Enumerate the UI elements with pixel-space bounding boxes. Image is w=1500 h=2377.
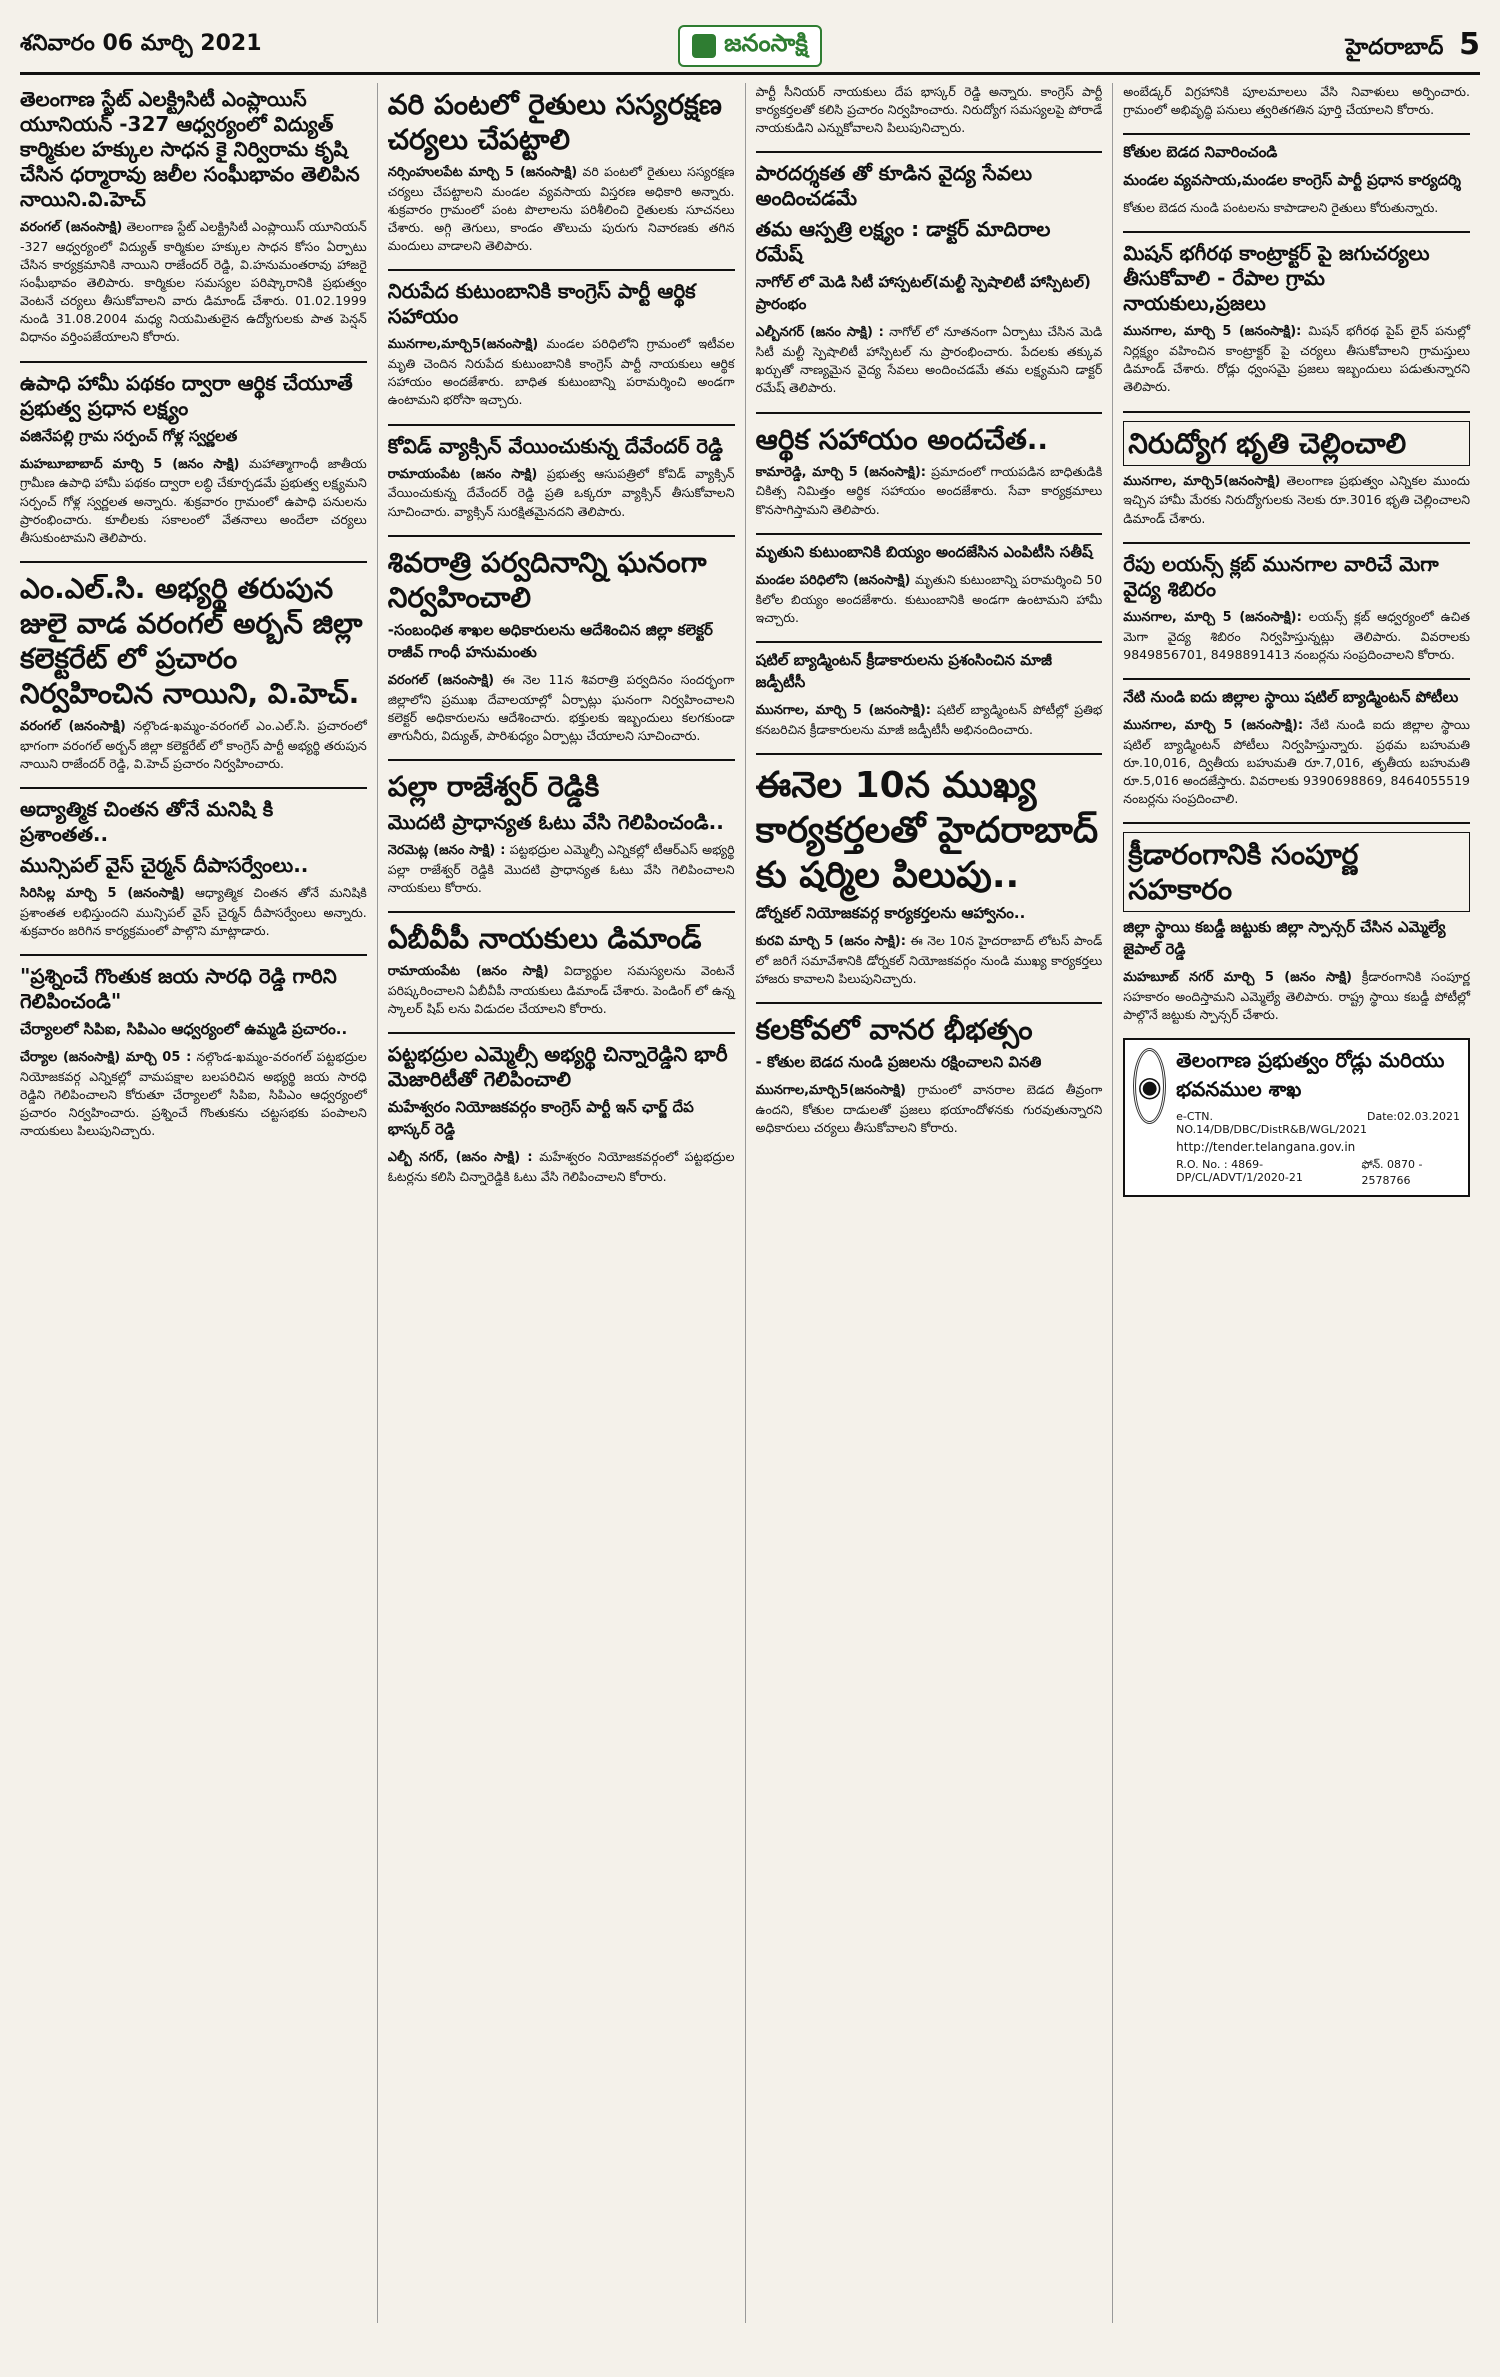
story-subhead: డోర్నకల్ నియోజకవర్గ కార్యకర్తలను ఆహ్వానం.. — [755, 903, 1026, 922]
story — [1123, 552, 1470, 664]
story — [756, 422, 1103, 519]
ad-ectn: e-CTN. NO.14/DB/DBC/DistR&B/WGL/2021 — [1176, 1110, 1368, 1137]
story — [388, 921, 735, 1018]
story-headline: అద్యాత్మిక చింతన తోనే మనిషి కి ప్రశాంతత.. — [20, 797, 274, 847]
government-advertisement — [1123, 1038, 1470, 1197]
issue-date: శనివారం 06 మార్చి 2021 — [20, 31, 262, 56]
story-body: నల్గొండ-ఖమ్మం-వరంగల్ పట్టభద్రుల నియోజకవర్గ ఎన్నికల్లో వామపక్షాల బలపరిచిన అభ్యర్థి జయ సారధి రెడ్డిని గెలిపించాలని కోరుతూ చేర్యాలలో సిపిఐ, సిపిఎం ఆధ్వర్యంలో ప్రచారం నిర్వహించారు. ప్రశ్నించే గొంతుకను చట్టసభకు పంపాలని నాయకులు పిలుపునిచ్చారు. — [20, 1049, 367, 1139]
story-subhead: జిల్లా స్థాయి కబడ్డీ జట్టుకు జిల్లా స్పాన్సర్ చేసిన ఎమ్మెల్యే జైపాల్ రెడ్డి — [1123, 918, 1446, 959]
page-city — [1120, 27, 1480, 65]
story-subhead: తమ ఆస్పత్రి లక్ష్యం : డాక్టర్ మాదిరాల రమేష్ — [755, 217, 1051, 267]
column-3 — [756, 83, 1114, 2323]
page-header — [20, 20, 1480, 75]
story-headline: ఎం.ఎల్.సి. అభ్యర్థి తరుపున జులై వాడ వరంగల్ అర్బన్ జిల్లా కలెక్టరేట్ లో ప్రచారం నిర్వహించిన నాయిని, వి.హెచ్. — [20, 571, 363, 710]
dateline: మహబూబాబాద్ మార్చి 5 (జనం సాక్షి) — [20, 456, 240, 472]
story-subhead: మున్సిపల్ వైస్ చైర్మన్ దీపాసర్వేంలు.. — [20, 853, 309, 878]
story — [388, 545, 735, 745]
story-headline: పారదర్శకత తో కూడిన వైద్య సేవలు అందించడమే — [755, 161, 1033, 211]
story-body: పట్టభద్రుల ఎమ్మెల్సీ ఎన్నికల్లో టీఆర్ఎస్ అభ్యర్థి పల్లా రాజేశ్వర్ రెడ్డికి మొదటి ప్రాధాన్యత ఓటు వేసి గెలిపించాలని నాయకులు కోరారు. — [387, 841, 735, 895]
dateline: సిరిసిల్ల మార్చి 5 (జనంసాక్షి) — [20, 886, 185, 902]
story-body: మండల పరిధిలోని గ్రామంలో ఇటీవల మృతి చెందిన నిరుపేద కుటుంబానికి కాంగ్రెస్ పార్టీ నాయకులు ఆర్థిక సహాయం అందజేశారు. బాధిత కుటుంబాన్ని పరామర్శించి అండగా ఉంటామని భరోసా ఇచ్చారు. — [387, 336, 735, 408]
dateline: కురవి మార్చి 5 (జనం సాక్షి): — [755, 933, 906, 949]
story-body: తెలంగాణ ప్రభుత్వం ఎన్నికల ముందు ఇచ్చిన హామీ మేరకు నిరుద్యోగులకు నెలకు రూ.3016 భృతి చెల్లించాలని డిమాండ్ చేశారు. — [1123, 472, 1470, 526]
dateline: ఎల్బీ నగర్, (జనం సాక్షి) : — [387, 1150, 533, 1166]
story-subhead: -సంబంధిత శాఖల అధికారులను ఆదేశించిన జిల్లా కలెక్టర్ రాజీవ్ గాంధీ హనుమంతు — [387, 620, 713, 661]
dateline: నెరమెట్ల (జనం సాక్షి) : — [387, 842, 506, 858]
story — [388, 87, 735, 255]
dateline: వరంగల్ (జనంసాక్షి) — [20, 718, 126, 734]
dateline: మండల పరిధిలోని (జనంసాక్షి) — [755, 572, 911, 588]
ad-title: తెలంగాణ ప్రభుత్వం రోడ్లు మరియు భవనముల శాఖ — [1176, 1048, 1445, 1102]
story-subhead: చేర్యాలలో సిపిఐ, సిపిఎం ఆధ్వర్యంలో ఉమ్మడి ప్రచారం.. — [20, 1020, 348, 1039]
story-headline: రేపు లయన్స్ క్లబ్ మునగాల వారిచే మెగా వైద్య శిబిరం — [1123, 551, 1439, 601]
dateline: మునగాల, మార్చి 5 (జనంసాక్షి): — [1123, 324, 1302, 340]
column-1 — [20, 83, 378, 2323]
story-subhead: మండల వ్యవసాయ,మండల కాంగ్రెస్ పార్టీ ప్రధాన కార్యదర్శి — [1123, 171, 1461, 190]
dateline: మహబూబ్ నగర్ మార్చి 5 (జనం సాక్షి) — [1123, 970, 1352, 986]
story-headline: వరి పంటలో రైతులు సస్యరక్షణ చర్యలు చేపట్టాలి — [387, 88, 722, 156]
story-headline: పట్టభద్రుల ఎమ్మెల్సీ అభ్యర్థి చిన్నారెడ్డిని భారీ మెజారిటీతో గెలిపించాలి — [387, 1042, 728, 1092]
story-body: క్రీడారంగానికి సంపూర్ణ సహకారం అందిస్తామని ఎమ్మెల్యే తెలిపారు. రాష్ట్ర స్థాయి కబడ్డీ పోటీల్లో పాల్గొనే జట్టుకు స్పాన్సర్ చేశారు. — [1123, 969, 1471, 1023]
column-4 — [1123, 83, 1480, 2323]
story-headline: పల్లా రాజేశ్వర్ రెడ్డికి — [387, 769, 600, 803]
story — [1123, 241, 1470, 396]
story — [756, 83, 1103, 137]
story — [20, 797, 367, 940]
story-body: తెలంగాణ స్టేట్ ఎలక్ట్రిసిటీ ఎంప్లాయిస్ యూనియన్ -327 ఆధ్వర్యంలో విద్యుత్ కార్మికుల హక్కుల సాధన కోసం ఏర్పాటు చేసిన కార్యక్రమానికి నాయిని రాజేందర్ రెడ్డి, వి.హనుమంతరావు హాజరై సంఘీభావం తెలిపారు. కార్మికుల సమస్యల పరిష్కారానికి ప్రభుత్వం వెంటనే చర్యలు తీసుకోవాలని వారు డిమాండ్ చేశారు. 01.02.1999 నుండి 31.08.2004 మధ్య నియమితులైన ఉద్యోగులకు పాత పెన్షన్ విధానం వర్తింపజేయాలని కోరారు. — [20, 219, 367, 345]
story-headline: "ప్రశ్నించే గొంతుక జయ సారధి రెడ్డి గారిని గెలిపించండి" — [20, 964, 337, 1014]
ad-phone: ఫోన్. 0870 - 2578766 — [1361, 1158, 1423, 1188]
story — [756, 543, 1103, 627]
ad-url[interactable]: http://tender.telangana.gov.in — [1176, 1140, 1356, 1155]
story-subhead: - కోతుల బెడద నుండి ప్రజలను రక్షించాలని వినతి — [755, 1052, 1042, 1071]
story-body: అంబేడ్కర్ విగ్రహానికి పూలమాలలు వేసి నివాళులు అర్పించారు. గ్రామంలో అభివృద్ధి పనులు త్వరితగతిన పూర్తి చేయాలని కోరారు. — [1123, 84, 1470, 118]
story-body: ప్రమాదంలో గాయపడిన బాధితుడికి చికిత్స నిమిత్తం ఆర్థిక సహాయం అందజేశారు. సేవా కార్యక్రమాలు కొనసాగిస్తామని తెలిపారు. — [755, 463, 1103, 517]
newspaper-page — [20, 20, 1480, 2337]
dateline: మునగాల, మార్చి 5 (జనంసాక్షి): — [1123, 717, 1304, 733]
story — [756, 763, 1103, 988]
story — [1123, 688, 1470, 808]
dateline: నర్సింహులపేట మార్చి 5 (జనంసాక్షి) — [387, 165, 578, 180]
story-headline: తెలంగాణ స్టేట్ ఎలక్ట్రిసిటీ ఎంప్లాయిస్ యూనియన్ -327 ఆధ్వర్యంలో విద్యుత్ కార్మికుల హక్కుల సాధన కై నిర్విరామ కృషి చేసిన ధర్మారావు జలీల సంఘీభావం తెలిపిన నాయిని.వి.హెచ్ — [20, 87, 360, 211]
story-body: కోతుల బెడద నుండి పంటలను కాపాడాలని రైతులు కోరుతున్నారు. — [1123, 200, 1439, 216]
story-subhead: వజినేపల్లి గ్రామ సర్పంచ్ గోళ్ల స్వర్ణలత — [20, 426, 238, 445]
story-headline: ఈనెల 10న ముఖ్య కార్యకర్తలతో హైదరాబాద్ కు షర్మిల పిలుపు.. — [755, 764, 1099, 896]
story-headline: షటిల్ బ్యాడ్మింటన్ క్రీడాకారులను ప్రశంసించిన మాజీ జడ్పీటీసీ — [755, 650, 1052, 691]
story-headline: కోతుల బెడద నివారించండి — [1123, 143, 1278, 162]
story-subhead: మహేశ్వరం నియోజకవర్గం కాంగ్రెస్ పార్టీ ఇన్ ఛార్జ్ దేప భాస్కర్ రెడ్డి — [387, 1098, 694, 1139]
story-body: లయన్స్ క్లబ్ ఆధ్వర్యంలో ఉచిత మెగా వైద్య శిబిరం నిర్వహిస్తున్నట్లు తెలిపారు. వివరాలకు 9849856701, 8498891413 నంబర్లను సంప్రదించాలని కోరారు. — [1123, 608, 1470, 662]
dateline: మునగాల, మార్చి 5 (జనంసాక్షి): — [1123, 609, 1302, 625]
dateline: మునగాల,మార్చి5(జనంసాక్షి) — [755, 1082, 906, 1098]
ad-meta — [1176, 1110, 1460, 1136]
ad-ro-number: R.O. No. : 4869-DP/CL/ADVT/1/2020-21 — [1176, 1158, 1303, 1185]
story-headline: నేటి నుండి ఐదు జిల్లాల స్థాయి షటిల్ బ్యాడ్మింటన్ పోటీలు — [1123, 687, 1459, 706]
dateline: ఎల్బీనగర్ (జనం సాక్షి) : — [755, 325, 884, 341]
story — [20, 371, 367, 547]
story — [20, 87, 367, 347]
story-headline: నిరుపేద కుటుంబానికి కాంగ్రెస్ పార్టీ ఆర్థిక సహాయం — [387, 279, 696, 329]
dateline: మునగాల, మార్చి 5 (జనంసాక్షి): — [755, 702, 931, 718]
story-subhead: మొదటి ప్రాధాన్యత ఓటు వేసి గెలిపించండి.. — [387, 809, 724, 834]
story-body: మహాత్మాగాంధీ జాతీయ గ్రామీణ ఉపాధి హామీ పథకం ద్వారా లబ్ధి చేకూర్చడమే ప్రభుత్వ లక్ష్యమని సర్పంచ్ గోళ్ల స్వర్ణలత అన్నారు. శుక్రవారం గ్రామంలో ఉపాధి పనులను ప్రారంభించారు. కూలీలకు సకాలంలో వేతనాలు అందేలా చర్యలు తీసుకుంటామని తెలిపారు. — [20, 455, 367, 545]
dateline: మునగాల,మార్చి5(జనంసాక్షి) — [387, 337, 539, 353]
dateline: చేర్యాల (జనంసాక్షి) మార్చి 05 : — [20, 1050, 192, 1066]
story — [1123, 832, 1470, 1024]
column-2 — [388, 83, 746, 2323]
story — [388, 769, 735, 897]
story-headline: కోవిడ్ వ్యాక్సిన్ వేయించుకున్న దేవేందర్ రెడ్డి — [387, 433, 723, 458]
story — [1123, 143, 1470, 217]
story-body: విద్యార్థుల సమస్యలను వెంటనే పరిష్కరించాలని ఏబీవీపీ నాయకులు డిమాండ్ చేశారు. పెండింగ్ లో ఉన్న స్కాలర్ షిప్ లను విడుదల చేయాలని కోరారు. — [387, 962, 735, 1016]
story-body: ప్రభుత్వ ఆసుపత్రిలో కోవిడ్ వ్యాక్సిన్ వేయించుకున్న దేవేందర్ రెడ్డి ప్రతి ఒక్కరూ వ్యాక్సిన్ తీసుకోవాలని సూచించారు. వ్యాక్సిన్ సురక్షితమైనదని తెలిపారు. — [387, 465, 735, 519]
story — [756, 651, 1103, 739]
story-body: ఈ నెల 11న శివరాత్రి పర్వదినం సందర్భంగా జిల్లాలోని ప్రముఖ దేవాలయాల్లో ఏర్పాట్లు ఘనంగా నిర్వహించాలని కలెక్టర్ అధికారులను ఆదేశించారు. భక్తులకు ఇబ్బందులు కలగకుండా తాగునీరు, విద్యుత్, పారిశుధ్యం ఏర్పాట్లు చేయాలని సూచించారు. — [387, 671, 735, 743]
story-body: నేటి నుండి ఐదు జిల్లాల స్థాయి షటిల్ బ్యాడ్మింటన్ పోటీలు నిర్వహిస్తున్నారు. ప్రథమ బహుమతి రూ.10,016, ద్వితీయ బహుమతి రూ.7,016, తృతీయ బహుమతి రూ.5,016 అందజేస్తారు. వివరాలకు 9390698869, 8464055519 నంబర్లను సంప్రదించాలి. — [1123, 716, 1470, 806]
city-name: హైదరాబాద్ — [1345, 35, 1444, 60]
story-body: మహేశ్వరం నియోజకవర్గంలో పట్టభద్రుల ఓటర్లను కలిసి చిన్నారెడ్డికి ఓటు వేసి గెలిపించాలని కోరారు. — [387, 1149, 735, 1184]
story-body: వరి పంటలో రైతులు సస్యరక్షణ చర్యలు చేపట్టాలని మండల వ్యవసాయ విస్తరణ అధికారి అన్నారు. శుక్రవారం గ్రామంలో పంట పొలాలను పరిశీలించి రైతులకు సూచనలు చేశారు. అగ్గి తెగులు, కాండం తొలుచు పురుగు నివారణకు తగిన మందులు వాడాలని తెలిపారు. — [387, 164, 735, 254]
logo-text: జనంసాక్షి — [724, 29, 808, 57]
story-headline: శివరాత్రి పర్వదినాన్ని ఘనంగా నిర్వహించాలి — [387, 545, 707, 614]
dateline: మునగాల, మార్చి5(జనంసాక్షి) — [1123, 473, 1281, 489]
story-body: నాగోల్ లో నూతనంగా ఏర్పాటు చేసిన మెడి సిటీ మల్టీ స్పెషాలిటీ హాస్పిటల్ ను ప్రారంభించారు. పేదలకు తక్కువ ఖర్చుతో నాణ్యమైన వైద్య సేవలు అందించడమే తమ లక్ష్యమని డాక్టర్ రమేష్ తెలిపారు. — [755, 324, 1103, 396]
dateline: వరంగల్ (జనంసాక్షి) — [20, 220, 123, 235]
story-body: షటిల్ బ్యాడ్మింటన్ పోటీల్లో ప్రతిభ కనబరిచిన క్రీడాకారులను మాజీ జడ్పీటీసీ అభినందించారు. — [755, 701, 1103, 737]
story-body: మృతుని కుటుంబాన్ని పరామర్శించి 50 కిలోల బియ్యం అందజేశారు. కుటుంబానికి అండగా ఉంటామని హామీ ఇచ్చారు. — [755, 571, 1103, 625]
dateline: రామాయంపేట (జనం సాక్షి) — [387, 963, 549, 979]
story — [388, 434, 735, 521]
story-body: మిషన్ భగీరథ పైప్ లైన్ పనుల్లో నిర్లక్ష్యం వహించిన కాంట్రాక్టర్ పై చర్యలు తీసుకోవాలని గ్రామస్తులు డిమాండ్ చేశారు. రోడ్లు ధ్వంసమై ప్రజలు ఇబ్బందులు పడుతున్నారని తెలిపారు. — [1123, 323, 1470, 395]
story-headline: కలకోవలో వానర భీభత్సం — [755, 1012, 1033, 1046]
story-body: ఈ నెల 10న హైదరాబాద్ లోటస్ పాండ్ లో జరిగే సమావేశానికి డోర్నకల్ నియోజకవర్గం నుండి ముఖ్య కార్యకర్తలు హాజరు కావాలని పిలుపునిచ్చారు. — [755, 932, 1103, 986]
story-body: నల్గొండ-ఖమ్మం-వరంగల్ ఎం.ఎల్.సి. ప్రచారంలో భాగంగా వరంగల్ అర్బన్ జిల్లా కలెక్టరేట్ లో కాంగ్రెస్ పార్టీ అభ్యర్థి తరుపున నాయిని రాజేందర్ రెడ్డి, వి.హెచ్ ప్రచారం నిర్వహించారు. — [20, 717, 367, 771]
story — [20, 964, 367, 1140]
story — [388, 1042, 735, 1186]
story-body: ఆధ్యాత్మిక చింతన తోనే మనిషికి ప్రశాంతత లభిస్తుందని మున్సిపల్ వైస్ చైర్మన్ దీపాసర్వేంలు అన్నారు. శుక్రవారం జరిగిన కార్యక్రమంలో పాల్గొని మాట్లాడారు. — [20, 885, 367, 938]
story — [1123, 83, 1470, 119]
story-headline: ఏబీవీపీ నాయకులు డిమాండ్ — [387, 921, 702, 955]
dateline: రామాయంపేట (జనం సాక్షి) — [387, 466, 538, 482]
story-headline: ఉపాధి హామీ పథకం ద్వారా ఆర్థిక చేయూతే ప్రభుత్వ ప్రధాన లక్ష్యం — [20, 370, 353, 420]
story-headline: మృతుని కుటుంబానికి బియ్యం అందజేసిన ఎంపిటీసి సతీష్ — [755, 542, 1093, 561]
story — [20, 571, 367, 773]
story — [756, 161, 1103, 397]
telangana-emblem-icon: ◉ — [1133, 1048, 1166, 1124]
page-number: 5 — [1459, 27, 1480, 62]
logo-icon — [692, 34, 716, 58]
dateline: వరంగల్ (జనంసాక్షి) — [387, 672, 495, 688]
masthead-logo — [678, 25, 822, 67]
story — [756, 1012, 1103, 1137]
story-headline: ఆర్థిక సహాయం అందచేత.. — [755, 422, 1049, 456]
story-headline: నిరుద్యోగ భృతి చెల్లించాలి — [1123, 421, 1470, 466]
ad-date: Date:02.03.2021 — [1367, 1110, 1460, 1124]
story — [388, 279, 735, 409]
ad-footer — [1176, 1158, 1460, 1187]
story-body: పార్టీ సీనియర్ నాయకులు దేప భాస్కర్ రెడ్డి అన్నారు. కాంగ్రెస్ పార్టీ కార్యకర్తలతో కలిసి ప్రచారం నిర్వహించారు. నిరుద్యోగ సమస్యలపై పోరాడే నాయకుడిని ఎన్నుకోవాలని పిలుపునిచ్చారు. — [755, 84, 1103, 136]
dateline: కామారెడ్డి, మార్చి 5 (జనంసాక్షి): — [755, 464, 926, 480]
story-subhead-2: నాగోల్ లో మెడి సిటీ హాస్పటల్(మల్టీ స్పెషాలిటీ హాస్పిటల్) ప్రారంభం — [755, 273, 1091, 314]
story-headline: మిషన్ భగీరథ కాంట్రాక్టర్ పై జగుచర్యలు తీసుకోవాలి - రేపాల గ్రామ నాయకులు,ప్రజలు — [1123, 241, 1430, 316]
story-body: గ్రామంలో వానరాల బెడద తీవ్రంగా ఉందని, కోతుల దాడులతో ప్రజలు భయాందోళనకు గురవుతున్నారని అధికారులు చర్యలు తీసుకోవాలని కోరారు. — [755, 1081, 1103, 1135]
story — [1123, 421, 1470, 528]
story-headline: క్రీడారంగానికి సంపూర్ణ సహకారం — [1123, 832, 1470, 912]
